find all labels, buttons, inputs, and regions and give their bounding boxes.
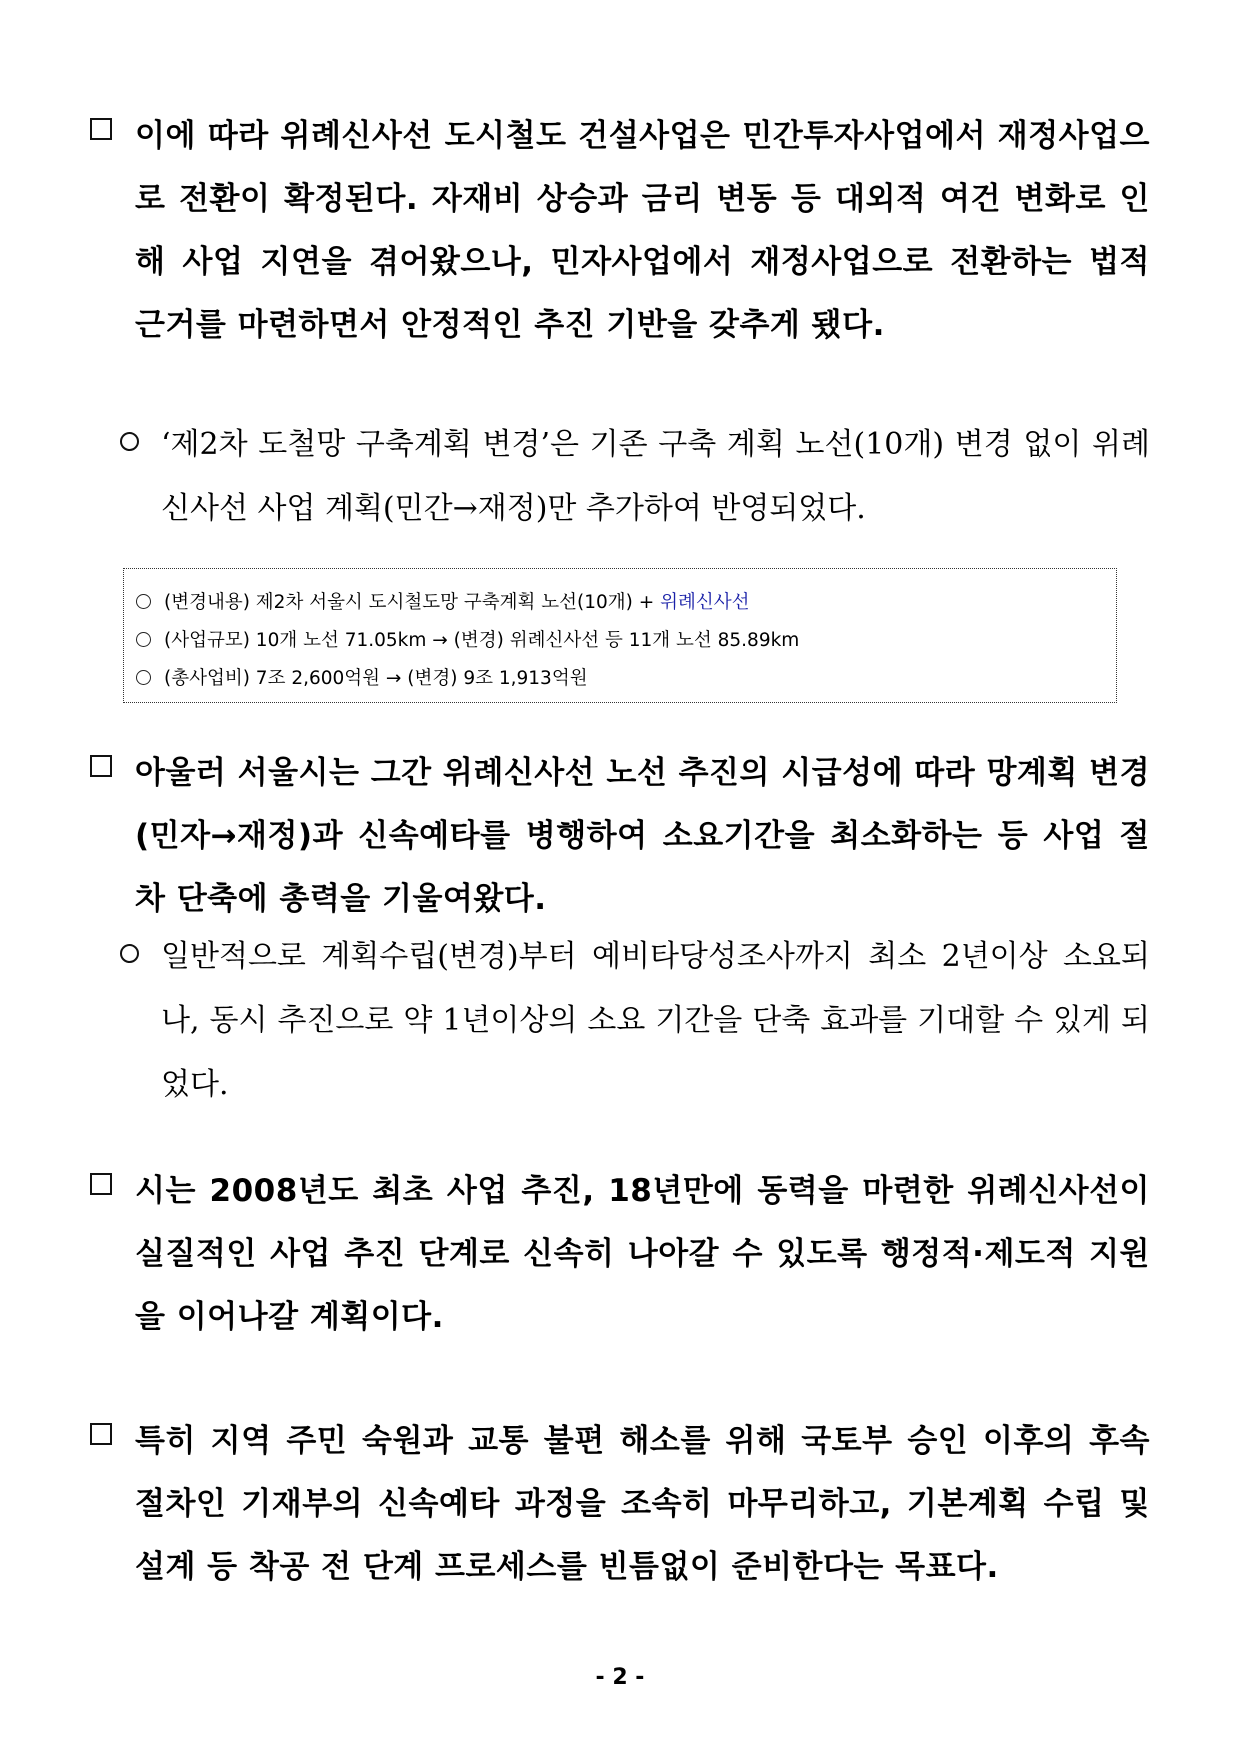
note-row1-highlight: 위례신사선 (660, 592, 750, 613)
section-3-text: 시는 2008년도 최초 사업 추진, 18년만에 동력을 마련한 위례신사선이 실질적인 사업 추진 단계로 신속히 나아갈 수 있도록 행정적·제도적 지원을 이어나갈 계획이다. (135, 1173, 1150, 1335)
circle-bullet-icon (136, 594, 151, 609)
square-bullet-icon (90, 118, 112, 140)
circle-bullet-icon (120, 432, 139, 451)
section-1 (90, 105, 1150, 357)
sub-item-2-text: 일반적으로 계획수립(변경)부터 예비타당성조사까지 최소 2년이상 소요되나, 동시 추진으로 약 1년이상의 소요 기간을 단축 효과를 기대할 수 있게 되었다. (161, 939, 1150, 1102)
note-row-change-content (136, 582, 1116, 620)
circle-bullet-icon (136, 632, 151, 647)
section-1-text: 이에 따라 위례신사선 도시철도 건설사업은 민간투자사업에서 재정사업으로 전환이 확정된다. 자재비 상승과 금리 변동 등 대외적 여건 변화로 인해 사업 지연을 겪어왔으나, 민자사업에서 재정사업으로 전환하는 법적 근거를 마련하면서 안정적인 추진 기반을 갖추게 됐다. (135, 118, 1150, 343)
sub-item-2 (120, 925, 1150, 1117)
square-bullet-icon (90, 1423, 112, 1445)
section-2-text: 아울러 서울시는 그간 위례신사선 노선 추진의 시급성에 따라 망계획 변경(민자→재정)과 신속예타를 병행하여 소요기간을 최소화하는 등 사업 절차 단축에 총력을 기울여왔다. (135, 755, 1151, 917)
note-row3-text: (총사업비) 7조 2,600억원 → (변경) 9조 1,913억원 (164, 668, 588, 689)
sub-item-1-text: ‘제2차 도철망 구축계획 변경’은 기존 구축 계획 노선(10개) 변경 없이 위례신사선 사업 계획(민간→재정)만 추가하여 반영되었다. (161, 427, 1150, 526)
note-row-project-scale (136, 620, 1116, 658)
note-row1-prefix: (변경내용) 제2차 서울시 도시철도망 구축계획 노선(10개) + (164, 592, 661, 613)
section-4-text: 특히 지역 주민 숙원과 교통 불편 해소를 위해 국토부 승인 이후의 후속 절차인 기재부의 신속예타 과정을 조속히 마무리하고, 기본계획 수립 및 설계 등 착공 전 단계 프로세스를 빈틈없이 준비한다는 목표다. (135, 1423, 1150, 1585)
section-3 (90, 1160, 1150, 1349)
page-number: - 2 - (595, 1665, 645, 1690)
square-bullet-icon (90, 755, 112, 777)
square-bullet-icon (90, 1173, 112, 1195)
circle-bullet-icon (136, 670, 151, 685)
note-row-total-cost (136, 658, 1116, 696)
circle-bullet-icon (120, 944, 139, 963)
note-row2-text: (사업규모) 10개 노선 71.05km → (변경) 위례신사선 등 11개 노선 85.89km (164, 630, 800, 651)
section-4 (90, 1410, 1150, 1599)
sub-item-1 (120, 413, 1150, 541)
section-2 (90, 742, 1150, 931)
change-summary-box (123, 568, 1117, 703)
